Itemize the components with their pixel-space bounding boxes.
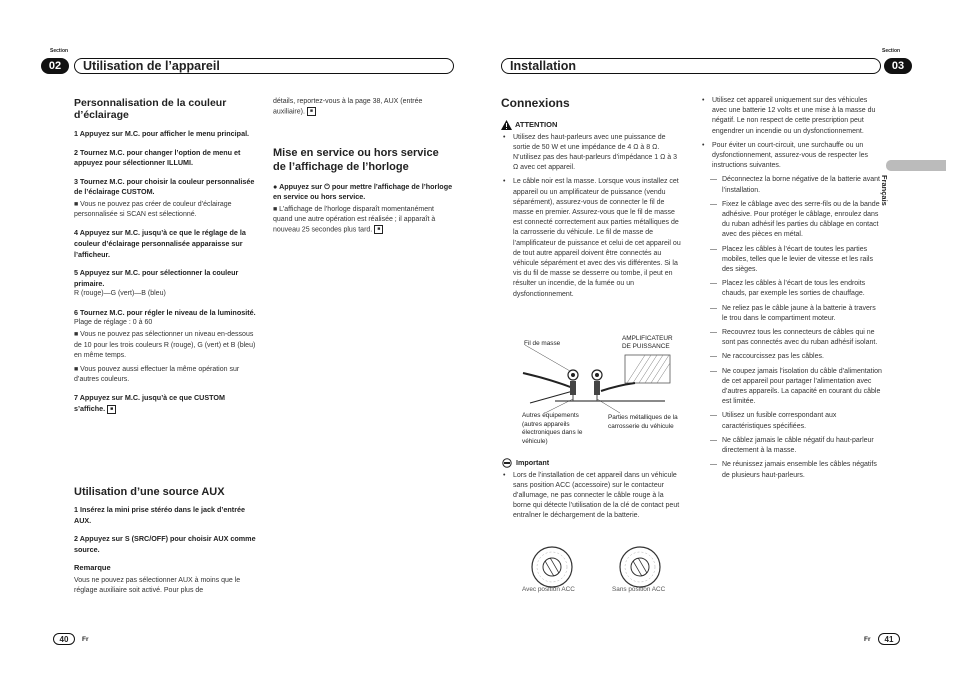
column-2 [273,97,453,240]
attention-block [501,120,683,131]
step-7-text: 7 Appuyez sur M.C. jusqu’à ce que CUSTOM s’affiche. [74,393,225,413]
label-amplificateur-2: DE PUISSANCE [622,343,670,350]
label-amplificateur-1: AMPLIFICATEUR [622,335,673,342]
column-1-aux [74,485,256,600]
safety-bullet-2: • Pour éviter un court-circuit, une surchauffe ou un dysfonctionnement, assurez-vous de respecter les instructions suivantes. [700,141,882,172]
attention-label: ATTENTION [515,120,558,129]
important-bullet: • Lors de l’installation de cet appareil dans un véhicule sans position ACC (accessoire) sur le contacteur d’allumage, ne pas connecter le câble rouge à la borne qui détecte l’utilisation de la clé de contact peut entraîner le déchargement de la batterie. [501,471,683,522]
step-7 [74,393,256,414]
column-1 [74,97,256,423]
page-number: 40 [53,633,75,645]
column-4 [700,96,882,485]
dash-item: — Ne câblez jamais le câble négatif du haut-parleur directement à la masse. [710,436,882,456]
safety-bullet-1: • Utilisez cet appareil uniquement sur des véhicules avec une batterie 12 volts et une mise à la masse du négatif. Le non respect de cette prescription peut engendrer un incendie ou un dysfonctionnement. [700,96,882,137]
dash-item: — Ne coupez jamais l’isolation du câble d’alimentation de cet appareil pour partager l’alimentation avec d’autres appareils. La capacité en courant du câble est limitée. [710,367,882,408]
clock-step: ● Appuyez sur ⏻ pour mettre l’affichage de l’horloge en service ou hors service. [273,181,453,202]
attention-bullet-2: • Le câble noir est la masse. Lorsque vous installez cet appareil ou un amplificateur de puissance (vendu séparément), assurez-vous de connecter le fil de masse en premier. Assurez-vous que le fil de masse est connecté correctement aux parties métalliques de la carrosserie du véhicule. Le fil de masse de l’amplificateur de puissance et celui de cet appareil ou de tout autre appareil doivent être connectés au véhicule séparément et avec des vis différentes. Si la vis du fil de masse se desserre ou tombe, il peut en résulter un incendie, de la fumée ou un dysfonctionnement. [501,177,683,299]
language-code: Fr [82,636,89,643]
page-number: 41 [878,633,900,645]
dash-list [700,175,882,480]
column-3 [501,96,683,304]
step-5-detail: R (rouge)—G (vert)—B (bleu) [74,290,166,298]
language-tab [886,160,946,171]
step-5: 5 Appuyez sur M.C. pour sélectionner la couleur primaire. [74,268,239,288]
heading-aux: Utilisation d’une source AUX [74,486,225,498]
clock-note-text: ■ L’affichage de l’horloge disparaît momentanément quand une autre opération est réalisée ; il apparaît à nouveau 25 secondes plus tard. [273,205,436,234]
remark-text: Vous ne pouvez pas sélectionner AUX à moins que le réglage auxiliaire soit activé. Pour plus de [74,576,241,595]
end-mark-icon: ■ [107,405,116,414]
section-label: Section [50,48,69,54]
label-fil-masse: Fil de masse [524,340,561,347]
important-block [501,458,683,469]
clock-note [273,205,453,236]
important-label: Important [516,458,550,467]
dash-item: — Utilisez un fusible correspondant aux caractéristiques spécifiées. [710,411,882,431]
warning-icon [501,120,512,130]
language-code: Fr [864,636,871,643]
step-6: 6 Tournez M.C. pour régler le niveau de la luminosité. [74,307,256,317]
label-autres-equipements: Autres équipements (autres appareils électroniques dans le véhicule) [522,412,583,445]
note-6a: ■ Vous ne pouvez pas sélectionner un niveau en-dessous de 10 pour les trois couleurs R (rouge), G (vert) et B (bleu) en même temps. [74,331,256,359]
step-1: 1 Appuyez sur M.C. pour afficher le menu principal. [74,129,250,138]
ignition-without-acc-icon [618,545,662,589]
dash-item: — Ne réunissez jamais ensemble les câbles négatifs de plusieurs haut-parleurs. [710,460,882,480]
heading-connexions: Connexions [501,96,570,110]
chapter-header: Installation [501,58,881,74]
caption-acc: Avec position ACC [522,586,575,593]
label-parties-metalliques: Parties métalliques de la carrosserie du véhicule [608,414,678,430]
step-4: 4 Appuyez sur M.C. jusqu’à ce que le réglage de la couleur d’éclairage personnalisée apparaisse sur l’afficheur. [74,228,246,259]
end-mark-icon: ■ [374,225,383,234]
ignition-with-acc-icon [530,545,574,589]
dash-item: — Placez les câbles à l’écart de toutes les parties mobiles, telles que le levier de vitesse et les rails des sièges. [710,245,882,276]
note-3: ■ Vous ne pouvez pas créer de couleur d’éclairage personnalisée si SCAN est sélectionné. [74,200,232,219]
note-6b: ■ Vous pouvez aussi effectuer la même opération sur d’autres couleurs. [74,365,240,384]
hand-note-icon [501,458,513,468]
aux-step-2: 2 Appuyez sur S (SRC/OFF) pour choisir AUX comme source. [74,534,256,554]
section-number-badge: 02 [41,58,69,74]
chapter-header: Utilisation de l’appareil [74,58,454,74]
heading-clock: Mise en service ou hors service de l’affichage de l’horloge [273,146,439,173]
step-3: 3 Tournez M.C. pour choisir la couleur personnalisée de l’éclairage CUSTOM. [74,176,255,197]
dash-item: — Recouvrez tous les connecteurs de câbles qui ne sont pas connectés avec du ruban adhésif isolant. [710,328,882,348]
column-3-important [501,458,683,526]
section-number-badge: 03 [884,58,912,74]
step-6-detail: Plage de réglage : 0 à 60 [74,319,153,327]
step-2: 2 Tournez M.C. pour changer l’option de menu et appuyez pour sélectionner ILLUMI. [74,147,241,168]
language-tab-label: Français [880,175,889,206]
attention-bullet-1: • Utilisez des haut-parleurs avec une puissance de sortie de 50 W et une impédance de 4 Ω à 8 Ω. N’utilisez pas des haut-parleurs d’impédance 1 Ω à 3 Ω avec cet appareil. [501,133,683,174]
dash-item: — Placez les câbles à l’écart de tous les endroits chauds, par exemple les sorties de chauffage. [710,279,882,299]
end-mark-icon: ■ [307,107,316,116]
section-label: Section [882,48,901,54]
heading-color: Personnalisation de la couleur d’éclairage [74,97,227,121]
caption-no-acc: Sans position ACC [612,586,666,593]
dash-item: — Déconnectez la borne négative de la batterie avant l’installation. [710,175,882,195]
aux-step-1: 1 Insérez la mini prise stéréo dans le jack d’entrée AUX. [74,505,245,525]
dash-item: — Ne reliez pas le câble jaune à la batterie à travers le trou dans le compartiment moteur. [710,304,882,324]
dash-item: — Ne raccourcissez pas les câbles. [710,352,882,362]
dash-item: — Fixez le câblage avec des serre-fils ou de la bande adhésive. Pour protéger le câblage, enroulez dans du ruban adhésif les parties du câblage en contact avec des pièces en métal. [710,200,882,241]
aux-continued-text: détails, reportez-vous à la page 38, AUX (entrée auxiliaire). [273,98,423,116]
label-amplificateur [622,335,673,351]
aux-continued [273,97,453,118]
remark-heading: Remarque [74,563,111,573]
